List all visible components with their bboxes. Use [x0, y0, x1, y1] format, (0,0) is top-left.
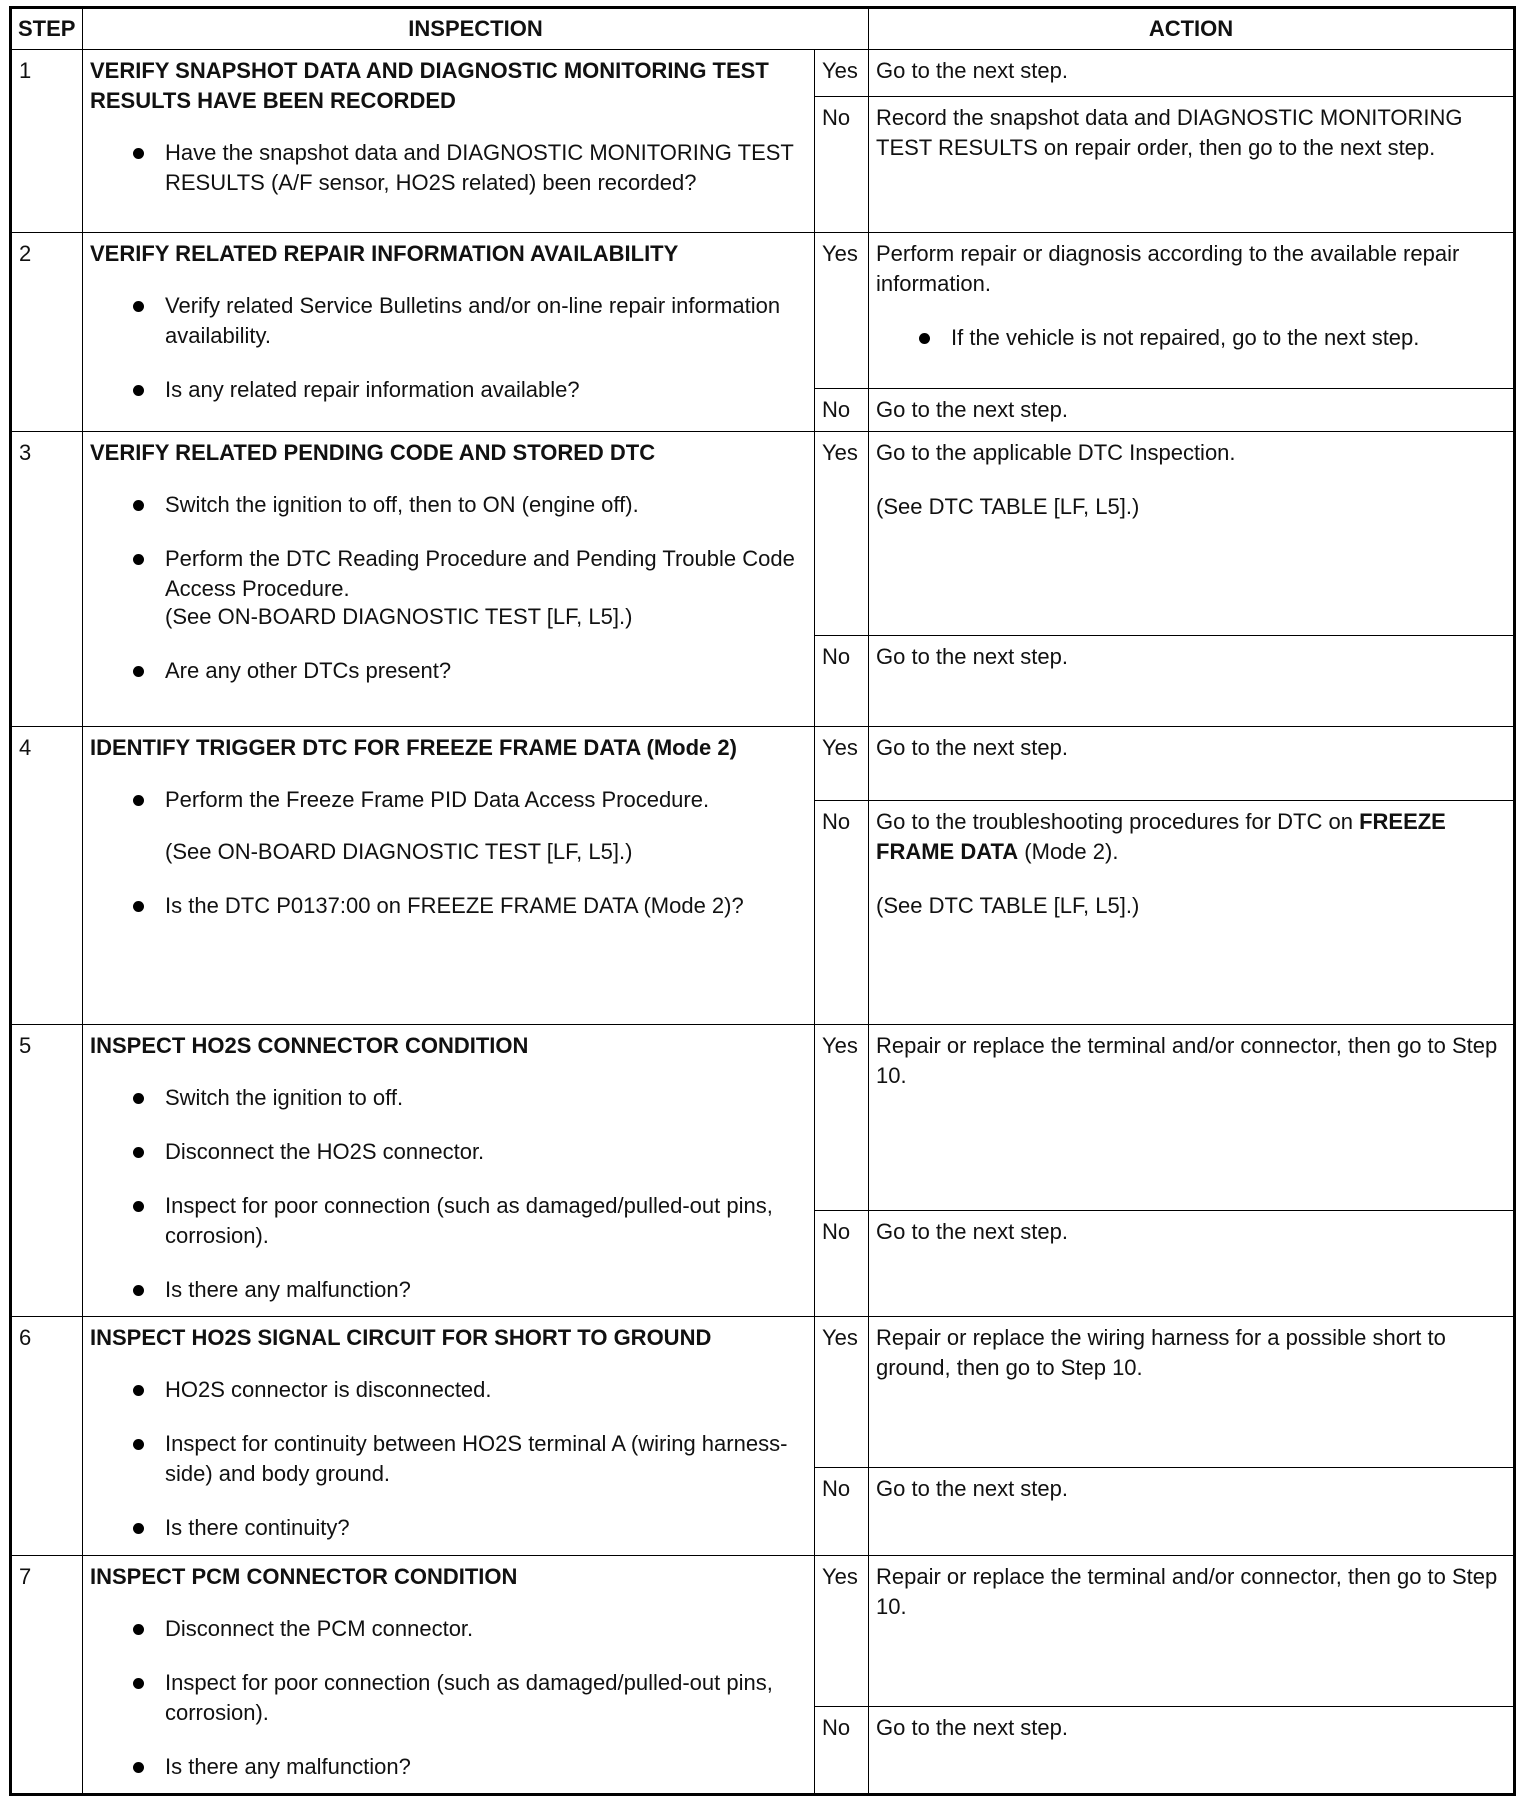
step-number: 4 — [11, 727, 83, 1025]
no-action — [869, 801, 1515, 1025]
inspection-question: Are any other DTCs present? — [165, 656, 807, 686]
inspection-item: Switch the ignition to off, then to ON (engine off). — [165, 490, 807, 520]
action-text-tail: (Mode 2). — [1024, 839, 1119, 864]
yes-action — [869, 432, 1515, 636]
yes-label: Yes — [815, 50, 869, 97]
step-number: 6 — [11, 1317, 83, 1556]
inspection-question: Is there any malfunction? — [165, 1275, 807, 1305]
no-label: No — [815, 801, 869, 1025]
yes-action — [869, 1317, 1515, 1468]
action-text: Repair or replace the terminal and/or connector, then go to Step 10. — [876, 1564, 1498, 1619]
yes-action — [869, 1556, 1515, 1707]
step-2-row — [11, 233, 1515, 389]
action-text: Go to the next step. — [876, 735, 1069, 760]
action-text: Go to the next step. — [876, 1219, 1069, 1244]
reference-link[interactable]: (See ON-BOARD DIAGNOSTIC TEST [LF, L5].) — [165, 604, 633, 629]
step-number: 2 — [11, 233, 83, 432]
yes-label: Yes — [815, 1556, 869, 1707]
action-text: Go to the next step. — [876, 58, 1069, 83]
diagnostic-procedure-document — [9, 6, 1513, 1793]
no-label: No — [815, 1707, 869, 1795]
inspection-item: Disconnect the HO2S connector. — [165, 1137, 807, 1167]
inspection-list — [90, 138, 807, 198]
step-title: INSPECT HO2S SIGNAL CIRCUIT FOR SHORT TO GROUND — [90, 1325, 712, 1350]
inspection-list — [90, 1614, 807, 1782]
inspection-item: Disconnect the PCM connector. — [165, 1614, 807, 1644]
step-3-inspection — [83, 432, 815, 727]
action-text: Perform repair or diagnosis according to the available repair information. — [876, 241, 1460, 296]
inspection-list — [90, 490, 807, 604]
action-text: Go to the next step. — [876, 397, 1069, 422]
step-title: VERIFY RELATED REPAIR INFORMATION AVAILABILITY — [90, 241, 679, 266]
action-text: Go to the next step. — [876, 1715, 1069, 1740]
step-title: INSPECT HO2S CONNECTOR CONDITION — [90, 1033, 529, 1058]
inspection-item: Is any related repair information available? — [165, 375, 807, 405]
yes-action — [869, 727, 1515, 801]
no-label: No — [815, 636, 869, 727]
action-text: Go to the next step. — [876, 644, 1069, 669]
no-action — [869, 389, 1515, 432]
action-text: Repair or replace the terminal and/or connector, then go to Step 10. — [876, 1033, 1498, 1088]
no-label: No — [815, 97, 869, 233]
step-6-row — [11, 1317, 1515, 1468]
inspection-item: Verify related Service Bulletins and/or on-line repair information availability. — [165, 291, 807, 351]
no-action — [869, 97, 1515, 233]
step-column-header: STEP — [11, 8, 83, 50]
no-action — [869, 1707, 1515, 1795]
yes-action — [869, 50, 1515, 97]
yes-label: Yes — [815, 233, 869, 389]
action-text: Go to the next step. — [876, 1476, 1069, 1501]
inspection-question: Is there continuity? — [165, 1513, 807, 1543]
step-number: 5 — [11, 1025, 83, 1317]
inspection-item: Perform the Freeze Frame PID Data Access Procedure. — [165, 785, 807, 815]
inspection-item: HO2S connector is disconnected. — [165, 1375, 807, 1405]
no-action — [869, 1468, 1515, 1556]
yes-label: Yes — [815, 727, 869, 801]
no-action — [869, 636, 1515, 727]
action-bullet-list — [876, 323, 1506, 353]
step-4-inspection — [83, 727, 815, 1025]
table-header-row — [11, 8, 1515, 50]
step-title: VERIFY SNAPSHOT DATA AND DIAGNOSTIC MONITORING TEST RESULTS HAVE BEEN RECORDED — [90, 58, 769, 113]
step-number: 7 — [11, 1556, 83, 1795]
yes-label: Yes — [815, 1025, 869, 1211]
step-1-row — [11, 50, 1515, 97]
inspection-question: Is there any malfunction? — [165, 1752, 807, 1782]
inspection-list — [90, 1083, 807, 1305]
step-title: VERIFY RELATED PENDING CODE AND STORED DTC — [90, 440, 656, 465]
no-label: No — [815, 1211, 869, 1317]
inspection-list — [90, 291, 807, 405]
inspection-item: Switch the ignition to off. — [165, 1083, 807, 1113]
action-text: Record the snapshot data and DIAGNOSTIC MONITORING TEST RESULTS on repair order, then go to the next step. — [876, 105, 1463, 160]
step-6-inspection — [83, 1317, 815, 1556]
step-7-inspection — [83, 1556, 815, 1795]
inspection-list — [90, 1375, 807, 1543]
no-label: No — [815, 1468, 869, 1556]
reference-link[interactable]: (See ON-BOARD DIAGNOSTIC TEST [LF, L5].) — [165, 839, 633, 864]
action-text: Repair or replace the wiring harness for a possible short to ground, then go to Step 10. — [876, 1325, 1446, 1380]
no-action — [869, 1211, 1515, 1317]
freeze-frame-data-label: FREEZE FRAME DATA — [876, 809, 1446, 864]
action-text — [876, 807, 1506, 867]
step-number: 1 — [11, 50, 83, 233]
inspection-item: Have the snapshot data and DIAGNOSTIC MONITORING TEST RESULTS (A/F sensor, HO2S related) been recorded? — [165, 138, 807, 198]
action-bullet: If the vehicle is not repaired, go to the next step. — [951, 323, 1506, 353]
no-label: No — [815, 389, 869, 432]
action-text-lead: Go to the troubleshooting procedures for DTC on — [876, 809, 1353, 834]
inspection-item: Perform the DTC Reading Procedure and Pending Trouble Code Access Procedure. — [165, 544, 807, 604]
inspection-question: Is the DTC P0137:00 on FREEZE FRAME DATA (Mode 2)? — [165, 891, 807, 921]
inspection-list — [90, 891, 807, 921]
inspection-column-header: INSPECTION — [83, 8, 869, 50]
inspection-item: Inspect for poor connection (such as damaged/pulled-out pins, corrosion). — [165, 1191, 807, 1251]
action-text: Go to the applicable DTC Inspection. — [876, 440, 1236, 465]
yes-label: Yes — [815, 432, 869, 636]
step-2-inspection — [83, 233, 815, 432]
inspection-item: Inspect for continuity between HO2S terminal A (wiring harness-side) and body ground. — [165, 1429, 807, 1489]
step-7-row — [11, 1556, 1515, 1707]
action-column-header: ACTION — [869, 8, 1515, 50]
step-5-row — [11, 1025, 1515, 1211]
inspection-list — [90, 785, 807, 815]
step-3-row — [11, 432, 1515, 636]
yes-action — [869, 233, 1515, 389]
step-number: 3 — [11, 432, 83, 727]
step-5-inspection — [83, 1025, 815, 1317]
inspection-item: Inspect for poor connection (such as damaged/pulled-out pins, corrosion). — [165, 1668, 807, 1728]
step-1-inspection — [83, 50, 815, 233]
step-4-row — [11, 727, 1515, 801]
diagnostic-table — [9, 6, 1516, 1796]
yes-action — [869, 1025, 1515, 1211]
inspection-list — [90, 656, 807, 686]
step-title: INSPECT PCM CONNECTOR CONDITION — [90, 1564, 518, 1589]
yes-label: Yes — [815, 1317, 869, 1468]
reference-link[interactable]: (See DTC TABLE [LF, L5].) — [876, 893, 1140, 918]
step-title: IDENTIFY TRIGGER DTC FOR FREEZE FRAME DATA (Mode 2) — [90, 735, 737, 760]
reference-link[interactable]: (See DTC TABLE [LF, L5].) — [876, 494, 1140, 519]
